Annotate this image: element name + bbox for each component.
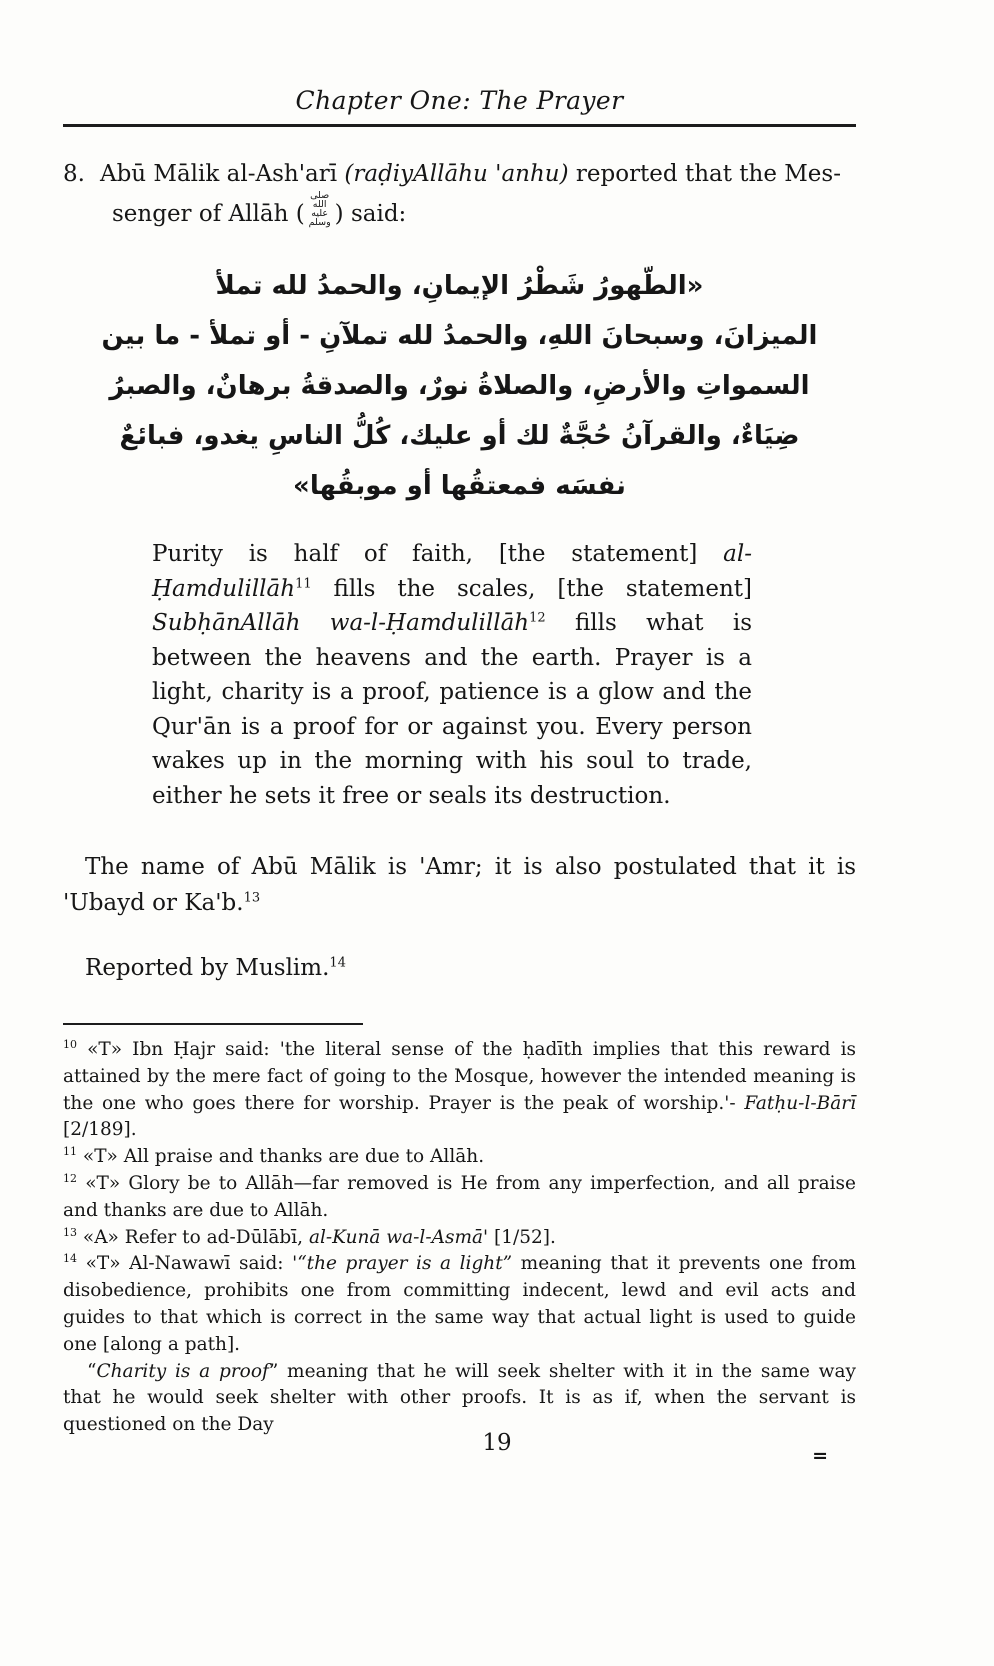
text-segment: «T» Glory be to Allāh—far removed is He from any imperfection, and all praise and thanks are due to Allāh. [63,1172,856,1221]
footnote-ref-14: 14 [329,955,346,971]
hadith-intro [63,157,856,231]
text-segment: ) said: [334,201,407,227]
text-segment: The name of Abū Mālik is 'Amr; it is also postulated that it is 'Ubayd or Ka'b. [63,854,856,916]
text-segment: ” meaning that he will seek shelter with it in the same way that he would seek shelter with other proofs. It is as if, when the servant is questioned on the Day [63,1360,856,1436]
book-title-italic: Fatḥu-l-Bārī [744,1092,856,1114]
footnote-ref-11: 11 [295,575,312,591]
text-segment: Abū Mālik al-Ash'arī [99,161,345,187]
text-segment: [1/52]. [488,1226,556,1248]
text-segment: «T» Al-Nawawī said: ' [77,1253,298,1275]
text-segment: Reported by Muslim. [85,955,330,981]
footnote-marker: 14 [63,1252,77,1266]
term-italic: SubḥānAllāh wa-l-Ḥamdulillāh [152,610,530,636]
footnote-10 [63,1037,856,1144]
text-segment: [2/189]. [63,1119,137,1141]
text-segment: «T» Ibn Ḥajr said: 'the literal sense of the ḥadīth implies that this reward is attained by the mere fact of going to the Mosque, however the intended meaning is the one who goes there for worship. Prayer is the peak of worship.'- [63,1039,856,1114]
chapter-header [63,86,856,127]
text-segment: fills what is between the heavens and the earth. Prayer is a light, charity is a proof, patience is a glow and the Qur'ān is a proof for or against you. Every person wakes up in the morning with his soul to trade, either he sets it free or seals its destruction. [152,610,752,809]
saw-calligraphy-symbol: صلى الله عليه وسلم [308,190,331,228]
footnote-13 [63,1225,856,1252]
footnotes-section [63,1037,856,1439]
footnote-marker: 12 [63,1171,77,1185]
continuation-mark: = [812,1444,828,1467]
footnote-11 [63,1144,856,1171]
text-segment: Purity is half of faith, [the statement] [152,541,724,567]
text-segment: «A» Refer to ad-Dūlābī, [77,1226,309,1248]
arabic-line: «الطّهورُ شَطْرُ الإيمانِ، والحمدُ لله تملأ [215,271,704,301]
text-segment: senger of Allāh ( [112,201,305,227]
hadith-number: 8. [63,161,85,187]
book-title-italic: al-Kunā wa-l-Asmā' [308,1226,489,1248]
quoted-phrase-italic: Charity is a proof [96,1360,269,1382]
arabic-line: ضِيَاءٌ، والقرآنُ حُجَّةٌ لك أو عليك، كُلُّ الناسِ يغدو، فبائعٌ [119,421,800,451]
text-segment: reported that the Mes- [568,161,841,187]
text-segment: meaning that it prevents one from disobedience, prohibits one from committing indecent, lewd and evil acts and guides to that which is correct in the same way that actual light is used to guide one [along a path]. [63,1253,856,1355]
arabic-line: الميزانَ، وسبحانَ اللهِ، والحمدُ لله تملآنِ - أو تملأ - ما بين [101,321,818,351]
quoted-phrase-italic: “the prayer is a light” [297,1253,513,1275]
page-content [63,0,856,1467]
text-segment: “ [87,1360,97,1382]
text-segment: «T» All praise and thanks are due to Allāh. [77,1146,485,1168]
page-number: 19 [482,1430,512,1456]
footnote-marker: 13 [63,1225,77,1239]
arabic-line: السمواتِ والأرضِ، والصلاةُ نورٌ، والصدقةُ برهانٌ، والصبرُ [109,371,810,401]
footnote-12 [63,1171,856,1225]
footnote-marker: 10 [63,1037,77,1051]
honorific-italic: (raḍiyAllāhu 'anhu) [344,161,569,187]
chapter-title: Chapter One: The Prayer [295,86,624,115]
footnote-14 [63,1251,856,1358]
term-italic: al-Ḥamdulillāh [152,541,752,602]
footnote-rule [63,1023,363,1025]
footnote-marker: 11 [63,1145,77,1159]
header-rule [63,124,856,127]
footnote-ref-12: 12 [529,610,546,626]
footnote-14-continued [63,1359,856,1439]
name-note [63,849,856,921]
text-segment: fills the scales, [the statement] [311,575,752,602]
arabic-hadith-text [63,261,856,511]
hadith-translation [152,537,752,813]
footnote-ref-13: 13 [243,890,261,906]
reported-by [63,951,856,985]
arabic-line: نفسَه فمعتقُها أو موبقُها» [293,471,626,501]
